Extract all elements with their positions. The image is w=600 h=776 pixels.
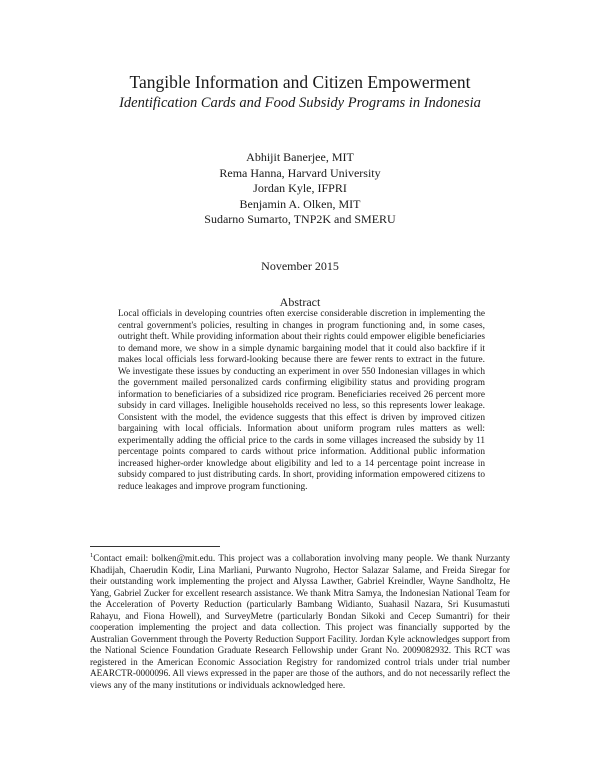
author-list [0,150,600,228]
paper-title: Tangible Information and Citizen Empowerment [129,72,471,92]
abstract-heading: Abstract [279,295,321,309]
publication-date: November 2015 [261,259,339,273]
author-line: Sudarno Sumarto, TNP2K and SMERU [204,212,396,227]
footnote [90,553,510,692]
footnote-text: Contact email: bolken@mit.edu. This project was a collaboration involving many people. We thank Nurzanty Khadijah, Chaerudin Kodir, Lina Marliani, Purwanto Nugroho, Hector Salazar Salame, and Freida Siregar for their outstanding work implementing the project and Alyssa Lawther, Gabriel Kreindler, Wayne Sandholtz, He Yang, Gabriel Zucker for excellent research assistance. We thank Mitra Samya, the Indonesian National Team for the Acceleration of Poverty Reduction (particularly Bambang Widianto, Suahasil Nazara, Sri Kusumastuti Rahayu, and Fiona Howell), and SurveyMetre (particularly Bondan Sikoki and Cecep Sumantri) for their cooperation implementing the project and data collection. This project was financially supported by the Australian Government through the Poverty Reduction Support Facility. Jordan Kyle acknowledges support from the National Science Foundation Graduate Research Fellowship under Grant No. 2009082932. This RCT was registered in the American Economic Association Registry for randomized control trials under trial number AEARCTR-0000096. All views expressed in the paper are those of the authors, and do not necessarily reflect the views any of the many institutions or individuals acknowledged here. [90,553,510,691]
paper-subtitle: Identification Cards and Food Subsidy Programs in Indonesia [119,95,481,111]
author-line: Jordan Kyle, IFPRI [253,181,347,196]
author-line: Abhijit Banerjee, MIT [246,150,354,164]
author-line: Rema Hanna, Harvard University [219,165,381,180]
abstract-text: Local officials in developing countries often exercise considerable discretion in implementing the central government's policies, resulting in changes in program functioning and, in some cases, outright theft. While providing information about their rights could empower eligible beneficiaries to demand more, we show in a simple dynamic bargaining model that it could also backfire if it makes local officials less forward-looking because there are fewer rents to extract in the future. We investigate these issues by conducting an experiment in over 550 Indonesian villages in which the government mailed personalized cards confirming eligibility status and providing program information to beneficiaries of a subsidized rice program. Beneficiaries received 26 percent more subsidy in card villages. Ineligible households received no less, so this represents lower leakage. Consistent with the model, the evidence suggests that this effect is driven by improved citizen bargaining with local officials. Information about uniform program rules matters as well: experimentally adding the official price to the cards in some villages increased the subsidy by 11 percentage points compared to cards without price information. Additional public information increased higher-order knowledge about eligibility and led to a 14 percentage point increase in subsidy compared to just distributing cards. In short, providing information empowered citizens to reduce leakages and improve program functioning. [118,309,485,492]
author-line: Benjamin A. Olken, MIT [239,196,361,211]
footnote-divider [90,546,220,547]
footnote-marker: 1 [90,551,94,559]
